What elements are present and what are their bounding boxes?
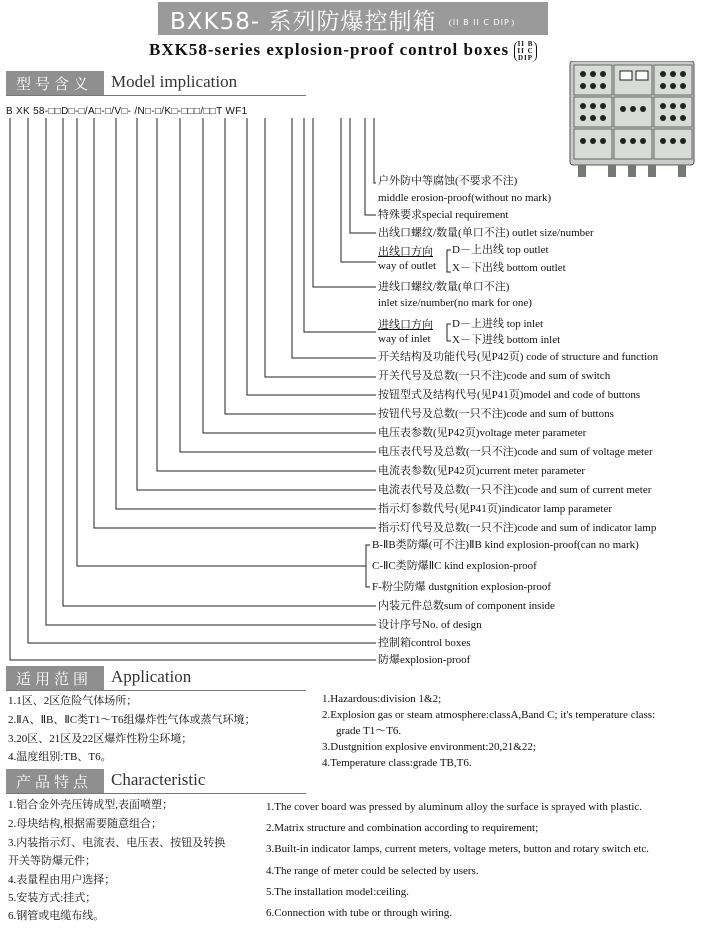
application-section-cn: 适用范围 — [16, 670, 93, 688]
legend-switch-code: 开关代号及总数(一只不注)code and sum of switch — [378, 370, 611, 382]
title-class-3: DIP — [493, 17, 510, 27]
legend-explosion-proof: 防爆explosion-proof — [378, 654, 471, 666]
title-text: BXK58- 系列防爆控制箱 — [170, 9, 437, 35]
characteristic-cn-2: 2.母块结构,根据需要随意组合； — [8, 818, 162, 830]
legend-class-c: C-ⅡC类防爆ⅡC kind explosion-proof — [372, 560, 537, 572]
legend-component-sum: 内装元件总数sum of component inside — [378, 600, 555, 612]
subtitle-class-1: II B — [517, 39, 534, 48]
characteristic-en-5: 5.The installation model:ceiling. — [266, 886, 409, 898]
characteristic-cn-1: 1.铝合金外壳压铸成型,表面喷塑； — [8, 799, 173, 811]
legend-control-box: 控制箱control boxes — [378, 637, 471, 649]
subtitle-text: BXK58-series explosion-proof control boxes — [149, 40, 510, 59]
legend-bottom-inlet: X－下进线 bottom inlet — [452, 334, 561, 346]
application-cn-1: 1.1区、2区危险气体场所； — [8, 695, 138, 707]
legend-current-code: 电流表代号及总数(一只不注)code and sum of current meter — [378, 484, 652, 496]
title-class-2: II C — [473, 17, 490, 27]
characteristic-cn-3b: 开关等防爆元件； — [8, 855, 96, 867]
characteristic-cn-6: 6.钢管或电缆布线。 — [8, 910, 105, 922]
legend-lamp-code: 指示灯代号及总数(一只不注)code and sum of indicator lamp — [378, 522, 657, 534]
characteristic-section-rule — [6, 793, 306, 794]
legend-outdoor: 户外防中等腐蚀(不要求不注) — [378, 175, 518, 187]
application-cn-2: 2.ⅡA、ⅡB、ⅡC类T1～T6组爆炸性气体或蒸气环境； — [8, 714, 256, 726]
characteristic-section-en: Characteristic — [111, 770, 206, 789]
application-cn-4: 4.温度组别:TB、T6。 — [8, 751, 112, 763]
legend-voltage-code: 电压表代号及总数(一只不注)code and sum of voltage meter — [378, 446, 653, 458]
legend-button-code: 按钮代号及总数(一只不注)code and sum of buttons — [378, 408, 614, 420]
application-en-1: 1.Hazardous:division 1&2; — [322, 693, 442, 705]
characteristic-en-3: 3.Built-in indicator lamps, current meters, voltage meters, button and rotary switch etc. — [266, 843, 650, 855]
application-en-4: 4.Temperature class:grade TB,T6. — [322, 757, 472, 769]
legend-outdoor-en: middle erosion-proof(without no mark) — [378, 192, 552, 204]
legend-outlet-way: 出线口方向 — [378, 246, 433, 258]
subtitle-class-2: II C — [517, 46, 534, 55]
legend-inlet-way-en: way of inlet — [378, 333, 431, 345]
application-cn-3: 3.20区、21区及22区爆炸性粉尘环境； — [8, 733, 193, 745]
legend-top-inlet: D－上进线 top inlet — [452, 318, 544, 330]
legend-top-outlet: D－上出线 top outlet — [452, 244, 549, 256]
legend-design-no: 设计序号No. of design — [378, 619, 482, 631]
characteristic-cn-3: 3.内装指示灯、电流表、电压表、按钮及转换 — [8, 837, 226, 849]
model-code: B XK 58-□□D□-□/A□-□/V□- /N□-□/K□-□□□/□□T WF1 — [6, 106, 248, 117]
model-section-en: Model implication — [111, 72, 238, 91]
legend-button-model: 按钮型式及结构代号(见P41页)model and code of buttons — [378, 389, 641, 401]
application-en-3: 3.Dustgnition explosive environment:20,21&22; — [322, 741, 536, 753]
legend-voltage-param: 电压表参数(见P42页)voltage meter parameter — [378, 427, 587, 439]
characteristic-cn-4: 4.表量程由用户选择； — [8, 874, 116, 886]
application-section-en: Application — [111, 667, 192, 686]
characteristic-cn-5: 5.安装方式:挂式； — [8, 892, 97, 904]
characteristic-en-2: 2.Matrix structure and combination according to requirement; — [266, 822, 539, 834]
characteristic-section-header — [6, 769, 104, 793]
legend-inlet-way: 进线口方向 — [378, 319, 433, 331]
title-class-1: II B — [452, 17, 470, 27]
legend-bottom-outlet: X－下出线 bottom outlet — [452, 262, 566, 274]
legend-lamp-param: 指示灯参数代号(见P41页)indicator lamp parameter — [378, 503, 613, 515]
legend-special: 特殊要求special requirement — [378, 209, 509, 221]
characteristic-en-6: 6.Connection with tube or through wiring. — [266, 907, 453, 919]
legend-outlet-size: 出线口螺纹/数量(单口不注) outlet size/number — [378, 227, 594, 239]
application-en-2b: grade T1～T6. — [336, 725, 402, 737]
subtitle-class-3: DIP — [517, 53, 534, 62]
legend-current-param: 电流表参数(见P42页)current meter parameter — [378, 465, 586, 477]
legend-inlet-size-en: inlet size/number(no mark for one) — [378, 297, 532, 309]
characteristic-en-1: 1.The cover board was pressed by aluminum alloy the surface is sprayed with plastic. — [266, 801, 643, 813]
legend-class-f: F-粉尘防爆 dustgnition explosion-proof — [372, 581, 552, 593]
model-section-cn: 型号含义 — [16, 75, 93, 93]
application-section-rule — [6, 690, 306, 691]
legend-switch-structure: 开关结构及功能代号(见P42页) code of structure and function — [378, 351, 659, 363]
application-section-header — [6, 666, 104, 690]
characteristic-section-cn: 产品特点 — [16, 773, 93, 791]
legend-outlet-way-en: way of outlet — [378, 260, 437, 272]
application-en-2: 2.Explosion gas or steam atmosphere:classA,Band C; it's temperature class: — [322, 709, 656, 721]
legend-inlet-size: 进线口螺纹/数量(单口不注) — [378, 281, 510, 293]
legend-class-b: B-ⅡB类防爆(可不注)ⅡB kind explosion-proof(can no mark) — [372, 539, 639, 551]
characteristic-en-4: 4.The range of meter could be selected by users. — [266, 865, 479, 877]
